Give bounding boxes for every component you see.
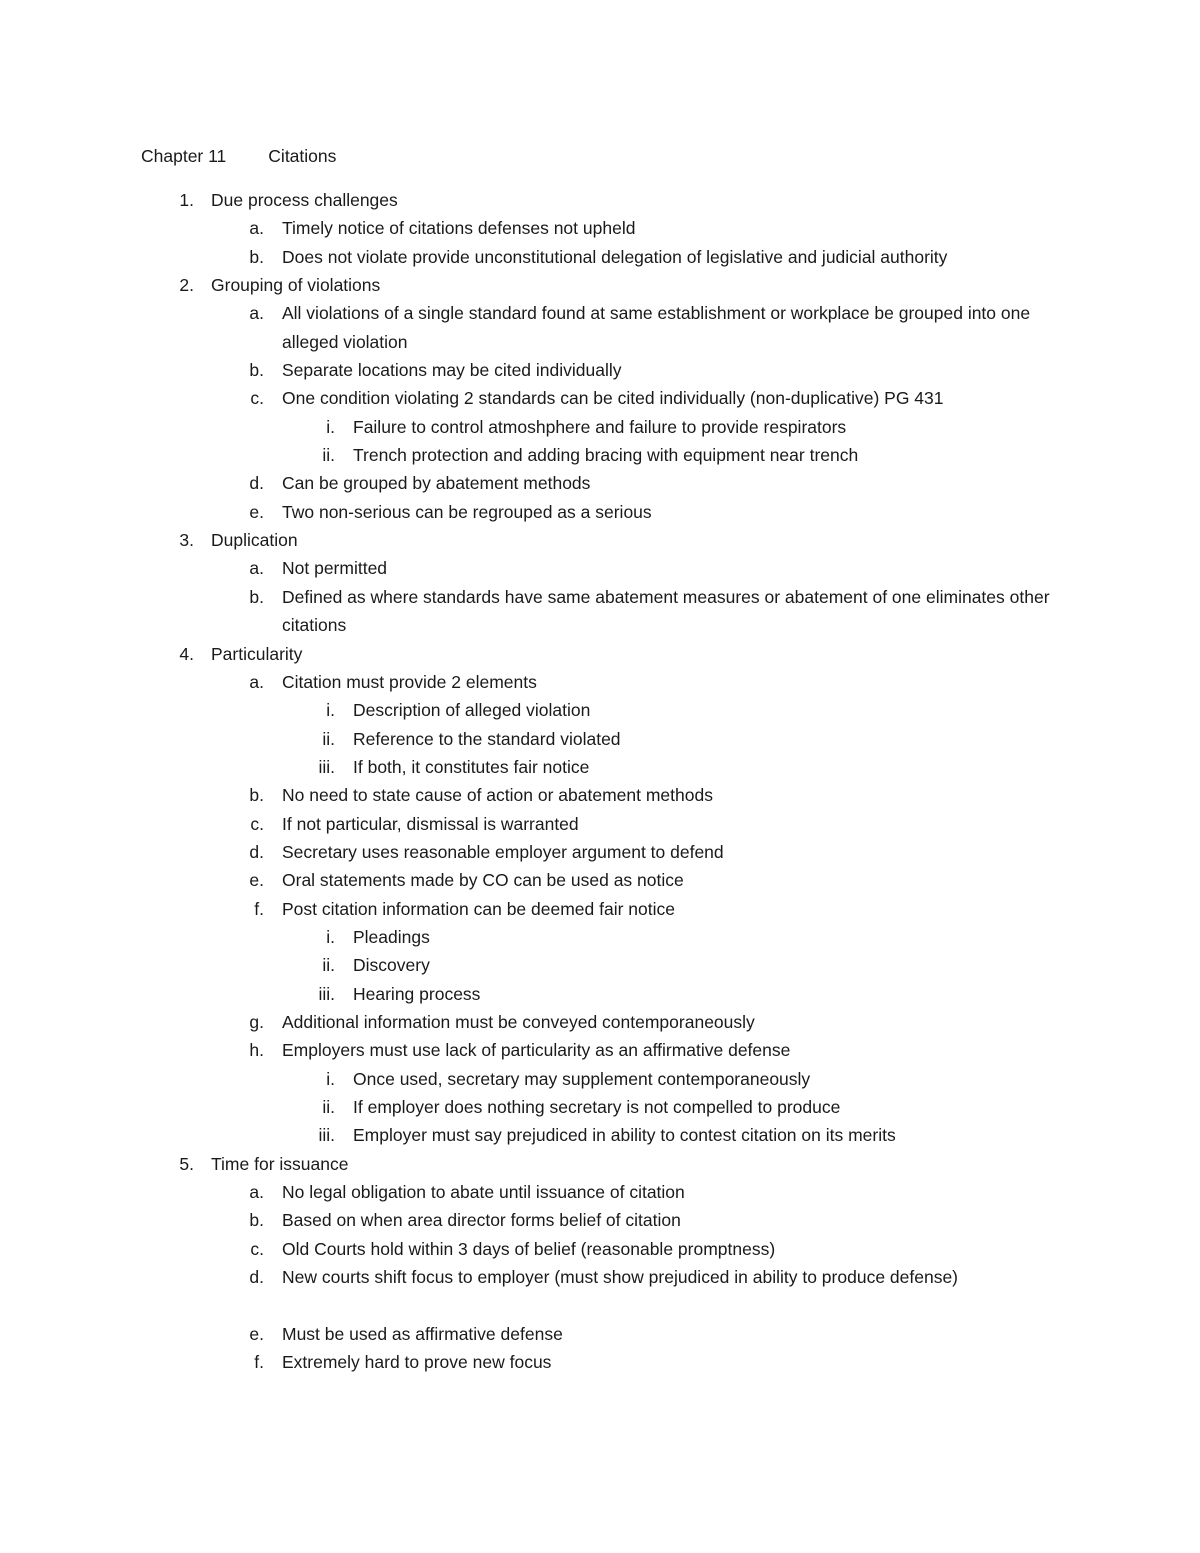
outline-marker: a. (249, 1182, 264, 1203)
outline-item (0, 1036, 1200, 1064)
outline-item (0, 1235, 1200, 1263)
outline-marker: c. (250, 1238, 264, 1259)
outline-marker: iii. (318, 756, 335, 777)
outline-item (0, 951, 1200, 979)
outline-item (0, 1065, 1200, 1093)
chapter-heading (141, 142, 336, 170)
outline-text: Defined as where standards have same abatement measures or abatement of one eliminates other citations (282, 586, 1050, 636)
outline-item (0, 1348, 1200, 1376)
outline-text: Can be grouped by abatement methods (282, 473, 591, 494)
outline-item (0, 498, 1200, 526)
outline-text: Oral statements made by CO can be used as notice (282, 870, 684, 891)
outline-marker: i. (326, 1068, 335, 1089)
outline-text: Hearing process (353, 983, 481, 1004)
outline-item (0, 186, 1200, 214)
outline-marker: 1. (179, 190, 194, 210)
outline-item (0, 1121, 1200, 1149)
outline-item (0, 356, 1200, 384)
outline-text: Timely notice of citations defenses not upheld (282, 218, 636, 239)
outline-text: One condition violating 2 standards can be cited individually (non-duplicative) PG 431 (282, 388, 944, 409)
outline-list (0, 186, 1200, 1376)
outline-marker: a. (249, 671, 264, 692)
outline-marker: ii. (322, 955, 335, 976)
outline-marker: iii. (318, 1125, 335, 1146)
outline-text: Failure to control atmoshphere and failure to provide respirators (353, 416, 847, 437)
outline-marker: d. (249, 841, 264, 862)
outline-text: Employer must say prejudiced in ability to contest citation on its merits (353, 1125, 896, 1146)
outline-text: Pleadings (353, 926, 430, 947)
outline-item (0, 1008, 1200, 1036)
outline-text: Description of alleged violation (353, 700, 591, 721)
outline-item (0, 1178, 1200, 1206)
outline-item (0, 554, 1200, 582)
outline-text: Grouping of violations (211, 275, 381, 296)
outline-item (0, 640, 1200, 668)
outline-marker: i. (326, 700, 335, 721)
outline-marker: a. (249, 218, 264, 239)
outline-text: If employer does nothing secretary is not compelled to produce (353, 1097, 841, 1117)
outline-item (0, 838, 1200, 866)
outline-item (0, 1093, 1200, 1121)
outline-item (0, 1320, 1200, 1348)
outline-marker: f. (254, 1352, 264, 1373)
outline-text: Separate locations may be cited individually (282, 360, 622, 381)
outline-marker: 4. (179, 643, 194, 664)
outline-text: Additional information must be conveyed contemporaneously (282, 1011, 755, 1032)
outline-text: Employers must use lack of particularity as an affirmative defense (282, 1040, 791, 1061)
outline-text: Discovery (353, 955, 430, 976)
outline-text: Extremely hard to prove new focus (282, 1352, 552, 1373)
outline-marker: f. (254, 898, 264, 919)
outline-item (0, 753, 1200, 781)
outline-marker: a. (249, 558, 264, 579)
outline-marker: 2. (179, 275, 194, 296)
outline-text: Duplication (211, 530, 298, 551)
outline-text: Two non-serious can be regrouped as a serious (282, 501, 652, 522)
outline-item (0, 923, 1200, 951)
outline-text: Due process challenges (211, 190, 398, 210)
outline-item (0, 696, 1200, 724)
outline-marker: i. (326, 926, 335, 947)
outline-item (0, 214, 1200, 242)
outline-marker: b. (249, 1210, 264, 1231)
outline-item (0, 1206, 1200, 1234)
outline-item (0, 469, 1200, 497)
chapter-title: Citations (268, 146, 337, 166)
outline-marker: b. (249, 586, 264, 607)
outline-item (0, 583, 1200, 640)
outline-text: Does not violate provide unconstitutional delegation of legislative and judicial authority (282, 246, 948, 267)
outline-item (0, 384, 1200, 412)
outline-text: Citation must provide 2 elements (282, 671, 537, 692)
outline-marker: i. (326, 416, 335, 437)
outline-text: Once used, secretary may supplement contemporaneously (353, 1068, 811, 1089)
outline-marker: ii. (322, 445, 335, 466)
outline-text: New courts shift focus to employer (must show prejudiced in ability to produce defense) (282, 1267, 959, 1288)
outline-item (0, 526, 1200, 554)
outline-text: Old Courts hold within 3 days of belief (reasonable promptness) (282, 1238, 776, 1259)
outline-marker: iii. (318, 983, 335, 1004)
outline-text: Time for issuance (211, 1153, 349, 1174)
outline-marker: d. (249, 1267, 264, 1288)
outline-text: If not particular, dismissal is warranted (282, 813, 579, 834)
outline-item (0, 299, 1200, 356)
outline-text: Particularity (211, 643, 303, 664)
outline-item (0, 781, 1200, 809)
outline-marker: h. (249, 1040, 264, 1061)
outline-text: No legal obligation to abate until issuance of citation (282, 1182, 685, 1203)
outline-marker: ii. (322, 1097, 335, 1117)
outline-marker: 5. (179, 1153, 194, 1174)
outline-item (0, 1263, 1200, 1320)
outline-text: No need to state cause of action or abatement methods (282, 785, 713, 806)
outline-item (0, 668, 1200, 696)
outline-marker: e. (249, 1323, 264, 1344)
outline-text: Trench protection and adding bracing with equipment near trench (353, 445, 859, 466)
outline-item (0, 1150, 1200, 1178)
outline-item (0, 980, 1200, 1008)
outline-item (0, 810, 1200, 838)
outline-text: Not permitted (282, 558, 388, 579)
outline-marker: b. (249, 246, 264, 267)
outline-item (0, 413, 1200, 441)
outline-marker: c. (250, 388, 264, 409)
outline-text: Reference to the standard violated (353, 728, 621, 749)
outline-text: Must be used as affirmative defense (282, 1323, 563, 1344)
outline-marker: e. (249, 870, 264, 891)
outline-item (0, 271, 1200, 299)
outline-marker: e. (249, 501, 264, 522)
outline-text: Post citation information can be deemed fair notice (282, 898, 675, 919)
outline-text: All violations of a single standard found at same establishment or workplace be grouped into one alleged violation (282, 303, 1031, 352)
chapter-label: Chapter 11 (141, 146, 227, 166)
outline-marker: d. (249, 473, 264, 494)
outline-marker: ii. (322, 728, 335, 749)
outline-item (0, 895, 1200, 923)
outline-item (0, 725, 1200, 753)
outline-marker: c. (250, 813, 264, 834)
outline-marker: b. (249, 360, 264, 381)
outline-text: Based on when area director forms belief of citation (282, 1210, 681, 1231)
outline-text: If both, it constitutes fair notice (353, 756, 590, 777)
outline-marker: 3. (179, 530, 194, 551)
outline-marker: g. (249, 1011, 264, 1032)
outline-marker: a. (249, 303, 264, 324)
outline-item (0, 243, 1200, 271)
outline-item (0, 866, 1200, 894)
outline-item (0, 441, 1200, 469)
outline-text: Secretary uses reasonable employer argument to defend (282, 841, 724, 862)
outline-marker: b. (249, 785, 264, 806)
